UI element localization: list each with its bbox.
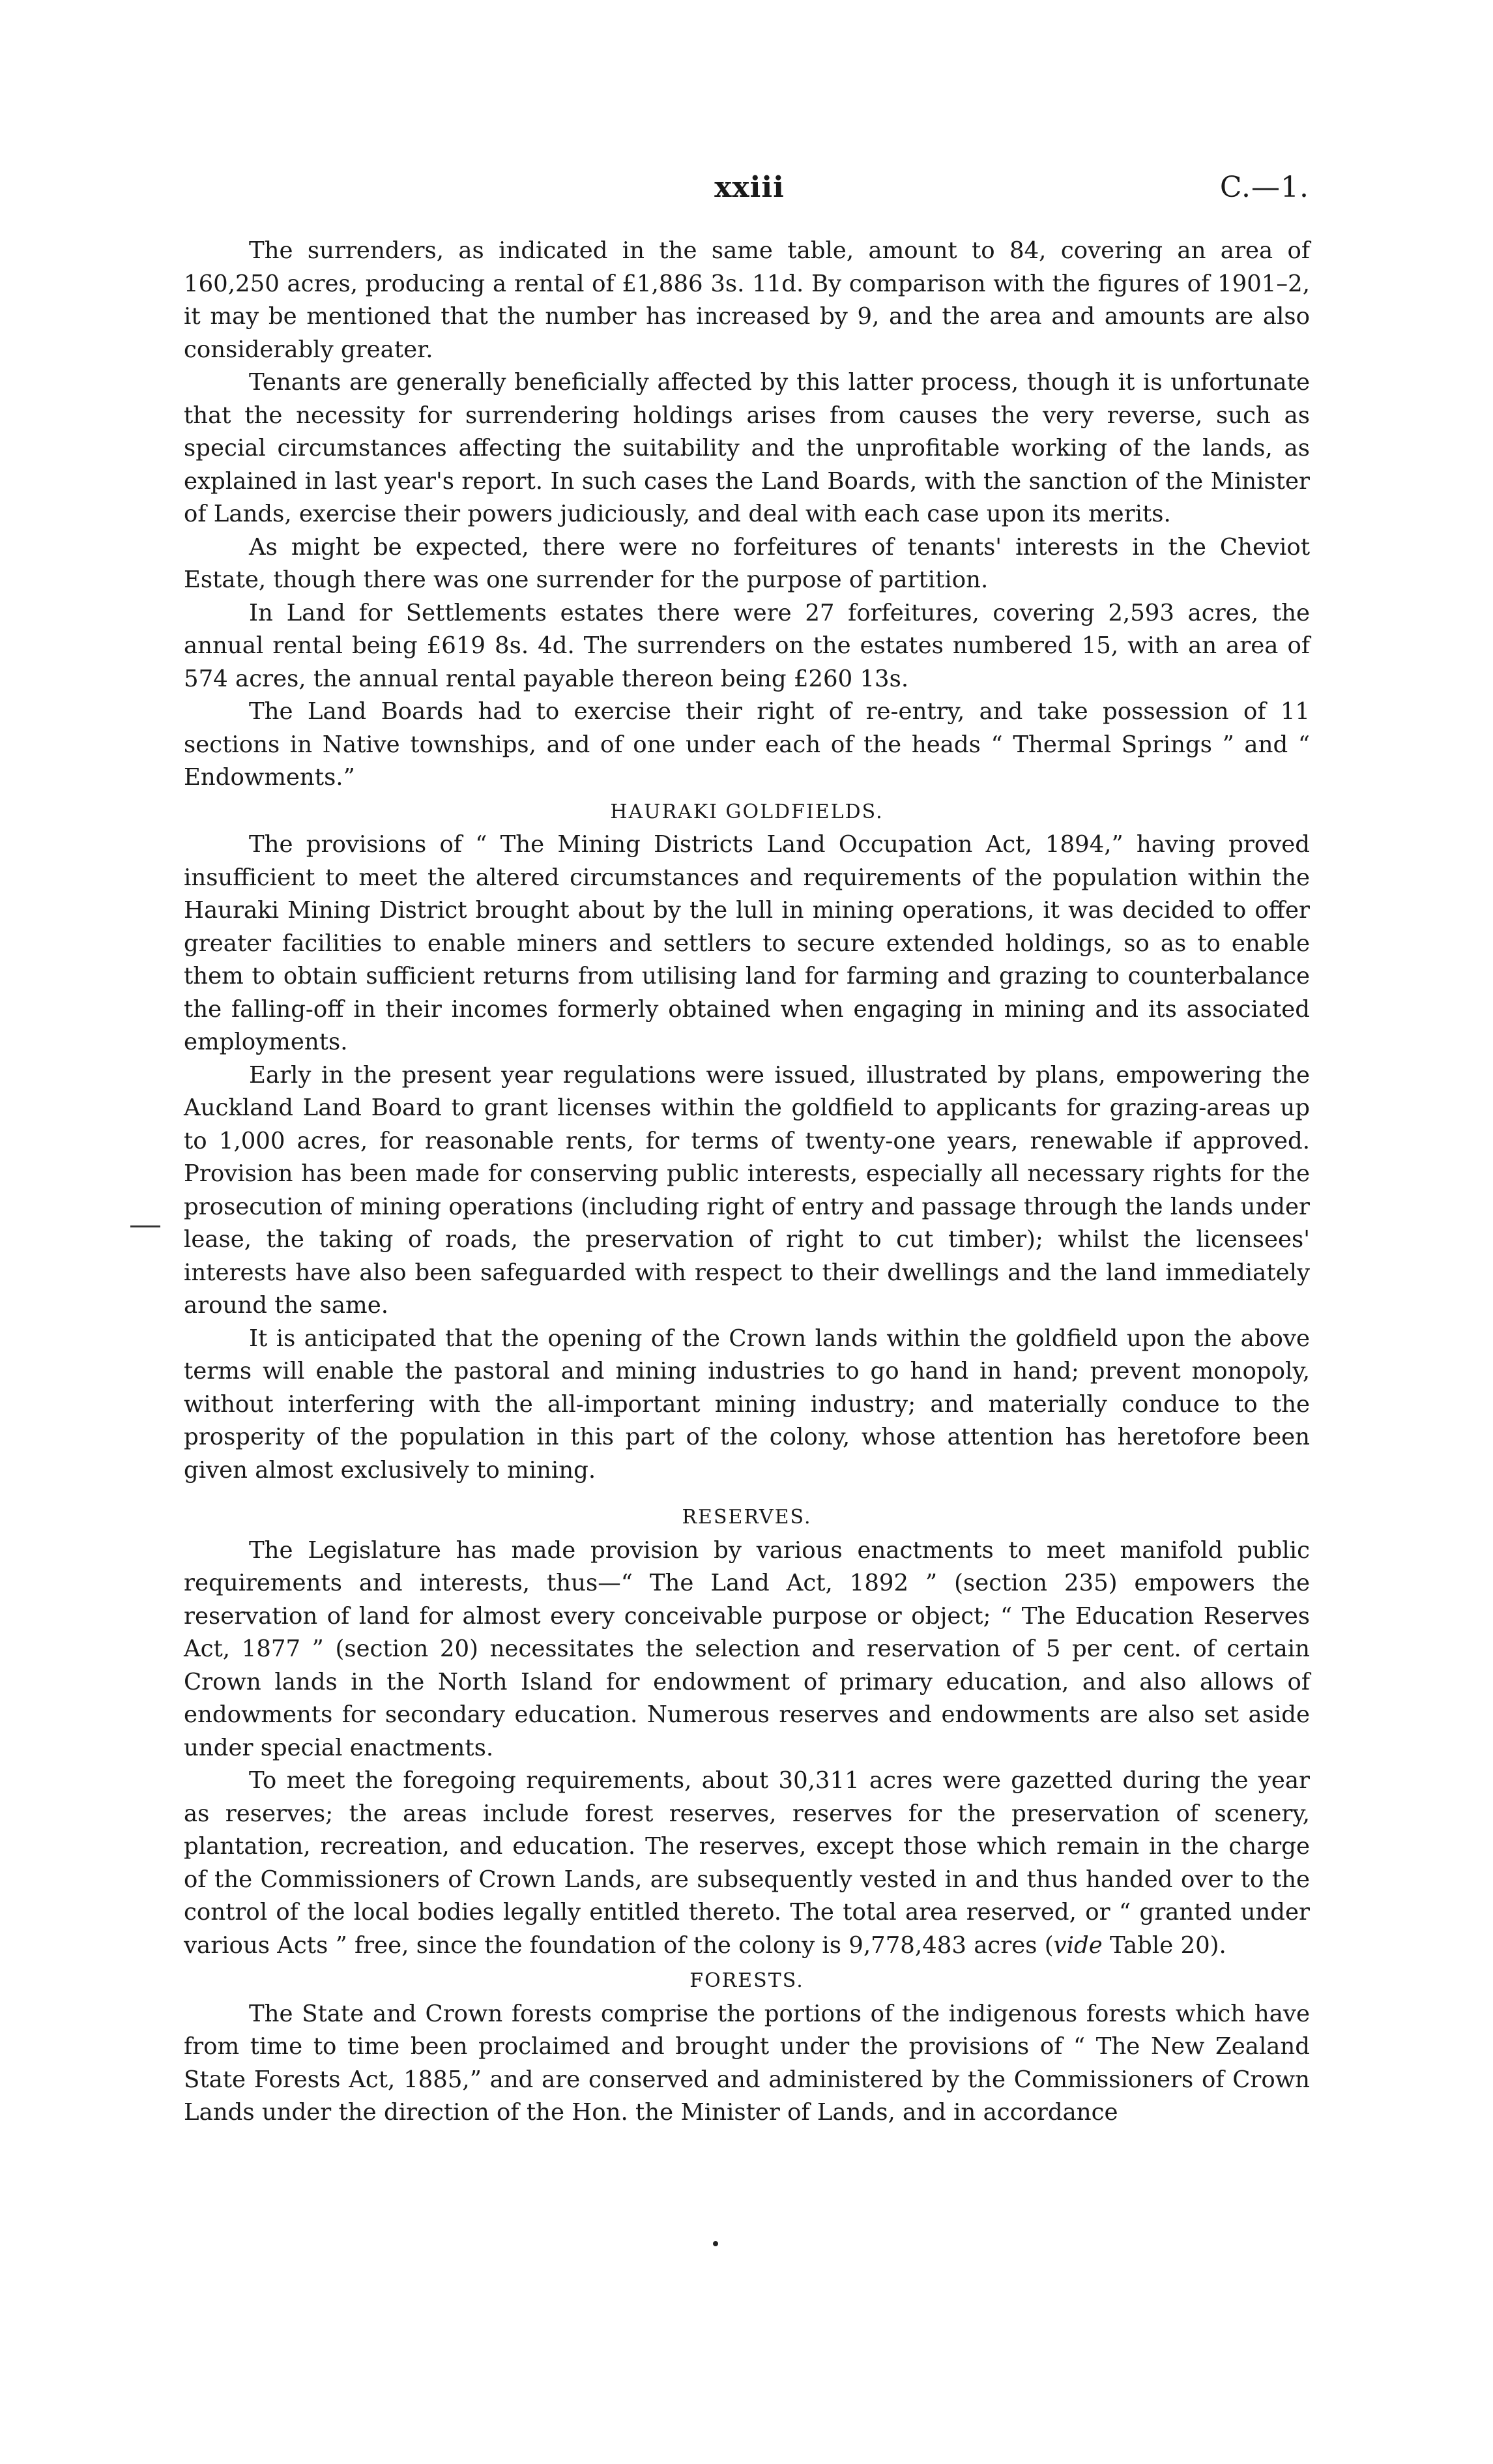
body-text <box>184 235 1310 2130</box>
paragraph-cheviot: As might be expected, there were no forfeitures of tenants' interests in the Cheviot Estate, though there was one surrender for the purpose of partition. <box>184 533 1310 593</box>
paragraph-hauraki-regulations: Early in the present year regulations were issued, illustrated by plans, empowering the Auckland Land Board to grant licenses within the goldfield to applicants for grazing-areas up to 1,000 acres, for reasonable rents, for terms of twenty-one years, renewable if approved. Provision has been made for conserving public interests, especially all necessary rights for the prosecution of mining operations (including right of entry and passage through the lands under lease, the taking of roads, the preservation of right to cut timber); whilst the licensees' interests have also been safeguarded with respect to their dwellings and the land immediately around the same. <box>184 1061 1310 1319</box>
reserves-text-end: Table 20). <box>1102 1931 1226 1959</box>
section-heading-forests: FORESTS. <box>689 1969 804 1992</box>
paragraph-settlements: In Land for Settlements estates there were 27 forfeitures, covering 2,593 acres, the annual rental being £619 8s. 4d. The surrenders on the estates numbered 15, with an area of 574 acres, the annual rental payable thereon being £260 13s. <box>184 599 1310 692</box>
footer-dot <box>713 2241 718 2246</box>
section-heading-reserves: RESERVES. <box>682 1506 812 1529</box>
section-heading-hauraki: HAURAKI GOLDFIELDS. <box>610 800 884 823</box>
paragraph-reserves-legislature: The Legislature has made provision by various enactments to meet manifold public requirements and interests, thus—“ The Land Act, 1892 ” (section 235) empowers the reservation of land for almost every conceivable purpose or object; “ The Education Reserves Act, 1877 ” (section 20) necessitates the selection and reservation of 5 per cent. of certain Crown lands in the North Island for endowment of primary education, and also allows of endowments for secondary education. Numerous reserves and endowments are also set aside under special enactments. <box>184 1536 1310 1761</box>
paragraph-hauraki-anticipated: It is anticipated that the opening of the Crown lands within the goldfield upon the above terms will enable the pastoral and mining industries to go hand in hand; prevent monopoly, without interfering with the all-important mining industry; and materially conduce to the prosperity of the population in this part of the colony, whose attention has heretofore been given almost exclusively to mining. <box>184 1325 1310 1484</box>
margin-mark <box>130 1225 160 1231</box>
document-code: C.—1. <box>1219 171 1309 204</box>
paragraph-land-boards: The Land Boards had to exercise their right of re-entry, and take possession of 11 sections in Native townships, and of one under each of the heads “ Thermal Springs ” and “ Endowments.” <box>184 698 1310 791</box>
page-number: xxiii <box>714 171 785 204</box>
reserves-text-main: To meet the foregoing requirements, about 30,311 acres were gazetted during the year as reserves; the areas include forest reserves, reserves for the preservation of scenery, plantation, recreation, and education. The reserves, except those which remain in the charge of the Commissioners of Crown Lands, are subsequently vested in and thus handed over to the control of the local bodies legally entitled thereto. The total area reserved, or “ granted under various Acts ” free, since the foundation of the colony is 9,778,483 acres ( <box>184 1767 1310 1959</box>
paragraph-surrenders: The surrenders, as indicated in the same table, amount to 84, covering an area of 160,250 acres, producing a rental of £1,886 3s. 11d. By comparison with the figures of 1901–2, it may be mentioned that the number has increased by 9, and the area and amounts are also considerably greater. <box>184 237 1310 363</box>
paragraph-forests: The State and Crown forests comprise the portions of the indigenous forests which have from time to time been proclaimed and brought under the provisions of “ The New Zealand State Forests Act, 1885,” and are conserved and administered by the Commissioners of Crown Lands under the direction of the Hon. the Minister of Lands, and in accordance <box>184 2000 1310 2126</box>
paragraph-tenants: Tenants are generally beneficially affected by this latter process, though it is unfortunate that the necessity for surrendering holdings arises from causes the very reverse, such as special circumstances affecting the suitability and the unprofitable working of the lands, as explained in last year's report. In such cases the Land Boards, with the sanction of the Minister of Lands, exercise their powers judiciously, and deal with each case upon its merits. <box>184 369 1310 527</box>
paragraph-reserves-requirements <box>184 1765 1310 1962</box>
reserves-text-vide: vide <box>1053 1931 1103 1959</box>
paragraph-hauraki-provisions: The provisions of “ The Mining Districts Land Occupation Act, 1894,” having proved insufficient to meet the altered circumstances and requirements of the population within the Hauraki Mining District brought about by the lull in mining operations, it was decided to offer greater facilities to enable miners and settlers to secure extended holdings, so as to enable them to obtain sufficient returns from utilising land for farming and grazing to counterbalance the falling-off in their incomes formerly obtained when engaging in mining and its associated employments. <box>184 831 1310 1055</box>
